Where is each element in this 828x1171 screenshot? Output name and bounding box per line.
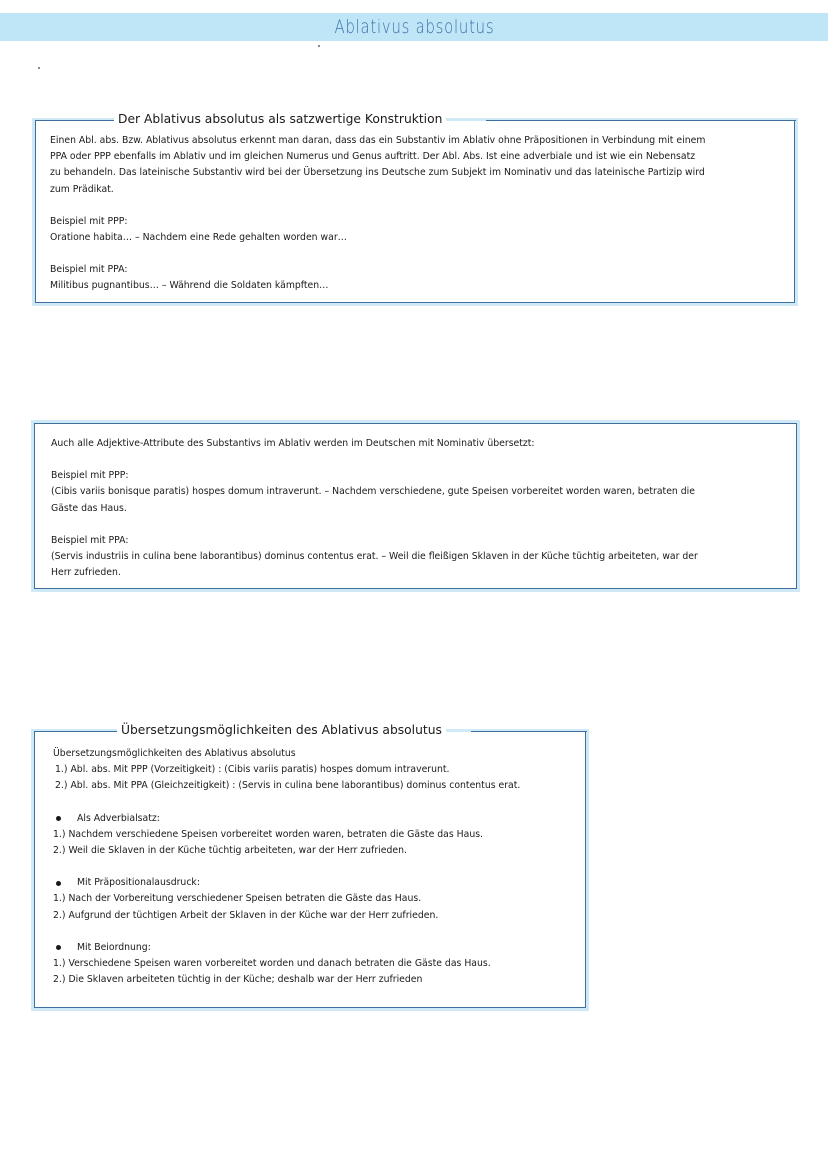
example-text: Herr zufrieden. (51, 567, 121, 579)
heading-rule-left (34, 731, 120, 733)
list-item: 2.) Aufgrund der tüchtigen Arbeit der Sklaven in der Küche war der Herr zufrieden. (53, 909, 439, 921)
stray-dot (38, 67, 40, 69)
example-text: Oratione habita… – Nachdem eine Rede gehalten worden war… (50, 232, 347, 244)
list-item: 2.) Abl. abs. Mit PPA (Gleichzeitigkeit) : (Servis in culina bene laborantibus) dominus contentus erat. (55, 780, 521, 792)
subheading: Übersetzungsmöglichkeiten des Ablativus absolutus (53, 748, 296, 759)
heading-rule-right (471, 731, 587, 733)
example-label: Beispiel mit PPA: (50, 264, 128, 276)
intro-text: Auch alle Adjektive-Attribute des Substantivs im Ablativ werden im Deutschen mit Nominativ übersetzt: (51, 438, 535, 449)
section-satzwertige-konstruktion (35, 112, 795, 303)
bullet-icon (56, 816, 61, 821)
paragraph-line: PPA oder PPP ebenfalls im Ablativ und im gleichen Numerus und Genus auftritt. Der Abl. Abs. Ist eine adverbiale und ist wie ein Nebensatz (50, 151, 696, 163)
bullet-icon (56, 945, 61, 950)
list-item: 1.) Abl. abs. Mit PPP (Vorzeitigkeit) : (Cibis variis paratis) hospes domum intraverunt. (55, 764, 450, 776)
group-title-text: Mit Beiordnung: (77, 941, 151, 953)
paragraph-line: Einen Abl. abs. Bzw. Ablativus absolutus erkennt man daran, dass das ein Substantiv im Ablativ ohne Präpositionen in Verbindung mit einem (50, 135, 706, 146)
section-adjektiv-attribute (34, 423, 797, 589)
stray-dot (318, 45, 320, 47)
example-text: (Cibis variis bonisque paratis) hospes domum intraverunt. – Nachdem verschiedene, gute Speisen vorbereitet worden waren, betraten die (51, 486, 695, 498)
section-uebersetzungsmoeglichkeiten (34, 723, 586, 1008)
section-heading: Übersetzungsmöglichkeiten des Ablativus absolutus (117, 722, 446, 738)
group-title (53, 940, 575, 956)
list-item: 2.) Die Sklaven arbeiteten tüchtig in der Küche; deshalb war der Herr zufrieden (53, 974, 423, 986)
list-item: 2.) Weil die Sklaven in der Küche tüchtig arbeiteten, war der Herr zufrieden. (53, 845, 407, 857)
group-title-text: Als Adverbialsatz: (77, 812, 160, 824)
list-item: 1.) Nachdem verschiedene Speisen vorbereitet worden waren, betraten die Gäste das Haus. (53, 828, 484, 840)
title-bar (0, 13, 828, 41)
example-label: Beispiel mit PPP: (50, 215, 128, 227)
example-text: (Servis industriis in culina bene laborantibus) dominus contentus erat. – Weil die fleißigen Sklaven in der Küche tüchtig arbeiteten, war der (51, 551, 698, 563)
list-item: 1.) Nach der Vorbereitung verschiedener Speisen betraten die Gäste das Haus. (53, 893, 422, 905)
example-text: Militibus pugnantibus… – Während die Soldaten kämpften… (50, 280, 329, 292)
example-label: Beispiel mit PPP: (51, 470, 129, 482)
bullet-icon (56, 881, 61, 886)
group-title (53, 875, 575, 891)
heading-rule-left (35, 120, 117, 122)
paragraph-line: zu behandeln. Das lateinische Substantiv wird bei der Übersetzung ins Deutsche zum Subjekt im Nominativ und das lateinische Partizip wird (50, 167, 705, 179)
paragraph-line: zum Prädikat. (50, 183, 114, 195)
list-item: 1.) Verschiedene Speisen waren vorbereitet worden und danach betraten die Gäste das Haus. (53, 958, 491, 970)
heading-rule-right (486, 120, 796, 122)
page-title: Ablativus absolutus (334, 16, 494, 38)
example-text: Gäste das Haus. (51, 502, 127, 514)
section-heading: Der Ablativus absolutus als satzwertige Konstruktion (114, 111, 446, 127)
group-title-text: Mit Präpositionalausdruck: (77, 877, 200, 889)
group-title (53, 811, 575, 827)
example-label: Beispiel mit PPA: (51, 534, 129, 546)
